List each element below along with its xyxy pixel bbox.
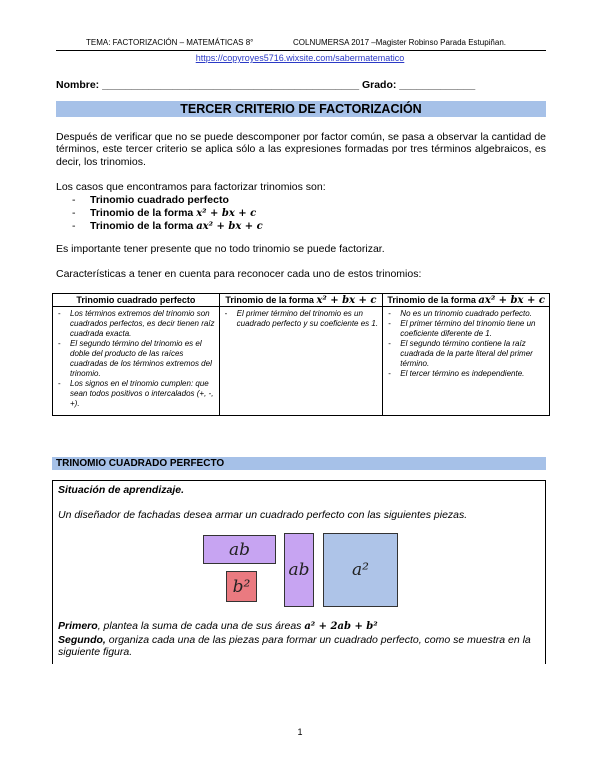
list-item: - Los términos extremos del trinomio son cuadrados perfectos, es decir tienen raíz cuadrada exacta. — [56, 309, 216, 339]
table-header: Trinomio de la forma x² + bx + c — [219, 294, 383, 307]
header-author: COLNUMERSA 2017 –Magister Robinso Parada Estupiñan. — [293, 38, 506, 47]
section-heading: TRINOMIO CUADRADO PERFECTO — [52, 457, 546, 470]
characteristics-lead: Características a tener en cuenta para reconocer cada uno de estos trinomios: — [56, 268, 422, 280]
piece-a-squared: a² — [323, 533, 398, 607]
list-item: - El segundo término del trinomio es el doble del producto de las raíces cuadradas de los términos extremos del trinomio. — [56, 339, 216, 379]
table-header: Trinomio cuadrado perfecto — [53, 294, 220, 307]
primero-line: Primero, plantea la suma de cada una de sus áreas a² + 2ab + b² — [58, 620, 378, 632]
header-url-link[interactable]: https://copyroyes5716.wixsite.com/sabermatematico — [195, 53, 405, 63]
list-item: - Trinomio de la forma x² + bx + c — [72, 206, 257, 219]
piece-ab-horizontal: ab — [203, 535, 276, 564]
table-cell — [219, 307, 383, 416]
list-item: - Trinomio cuadrado perfecto — [72, 194, 229, 206]
cases-lead: Los casos que encontramos para factorizar trinomios son: — [56, 181, 326, 193]
list-item: - Los signos en el trinomio cumplen: que sean todos positivos o intercalados (+, -, +). — [56, 379, 216, 409]
list-item: - El segundo término contiene la raíz cuadrada de la parte literal del primer término. — [386, 339, 546, 369]
note-paragraph: Es importante tener presente que no todo trinomio se puede factorizar. — [56, 243, 385, 255]
name-grade-field: Nombre: ____________________________________________ Grado: _____________ — [56, 79, 476, 91]
page-title: TERCER CRITERIO DE FACTORIZACIÓN — [56, 101, 546, 117]
table-cell — [53, 307, 220, 416]
table-cell — [383, 307, 550, 416]
activity-statement: Un diseñador de fachadas desea armar un cuadrado perfecto con las siguientes piezas. — [58, 509, 468, 521]
list-item: - No es un trinomio cuadrado perfecto. — [386, 309, 546, 319]
table-row — [53, 307, 550, 416]
activity-heading: Situación de aprendizaje. — [58, 484, 185, 496]
table-header-row — [53, 294, 550, 307]
list-item: - El primer término del trinomio tiene un coeficiente diferente de 1. — [386, 319, 546, 339]
list-item: - El primer término del trinomio es un cuadrado perfecto y su coeficiente es 1. — [223, 309, 380, 329]
list-item: - El tercer término es independiente. — [386, 369, 546, 379]
page-number: 1 — [297, 727, 303, 737]
list-item: - Trinomio de la forma ax² + bx + c — [72, 220, 263, 232]
cases-list — [72, 194, 263, 234]
table-header: Trinomio de la forma ax² + bx + c — [383, 294, 550, 307]
segundo-line: Segundo, organiza cada una de las piezas para formar un cuadrado perfecto, como se muestra en la siguiente figura. — [58, 634, 531, 659]
piece-ab-vertical: ab — [284, 533, 314, 607]
header-divider — [56, 50, 546, 51]
characteristics-table — [52, 293, 550, 416]
piece-b-squared: b² — [226, 571, 257, 602]
intro-paragraph: Después de verificar que no se puede descomponer por factor común, se pasa a observar la cantidad de términos, este tercer criterio se aplica sólo a las expresiones formadas por tres términos algebraicos, es decir, los trinomios. — [56, 131, 546, 168]
header-topic: TEMA: FACTORIZACIÓN – MATEMÁTICAS 8° — [86, 38, 254, 47]
